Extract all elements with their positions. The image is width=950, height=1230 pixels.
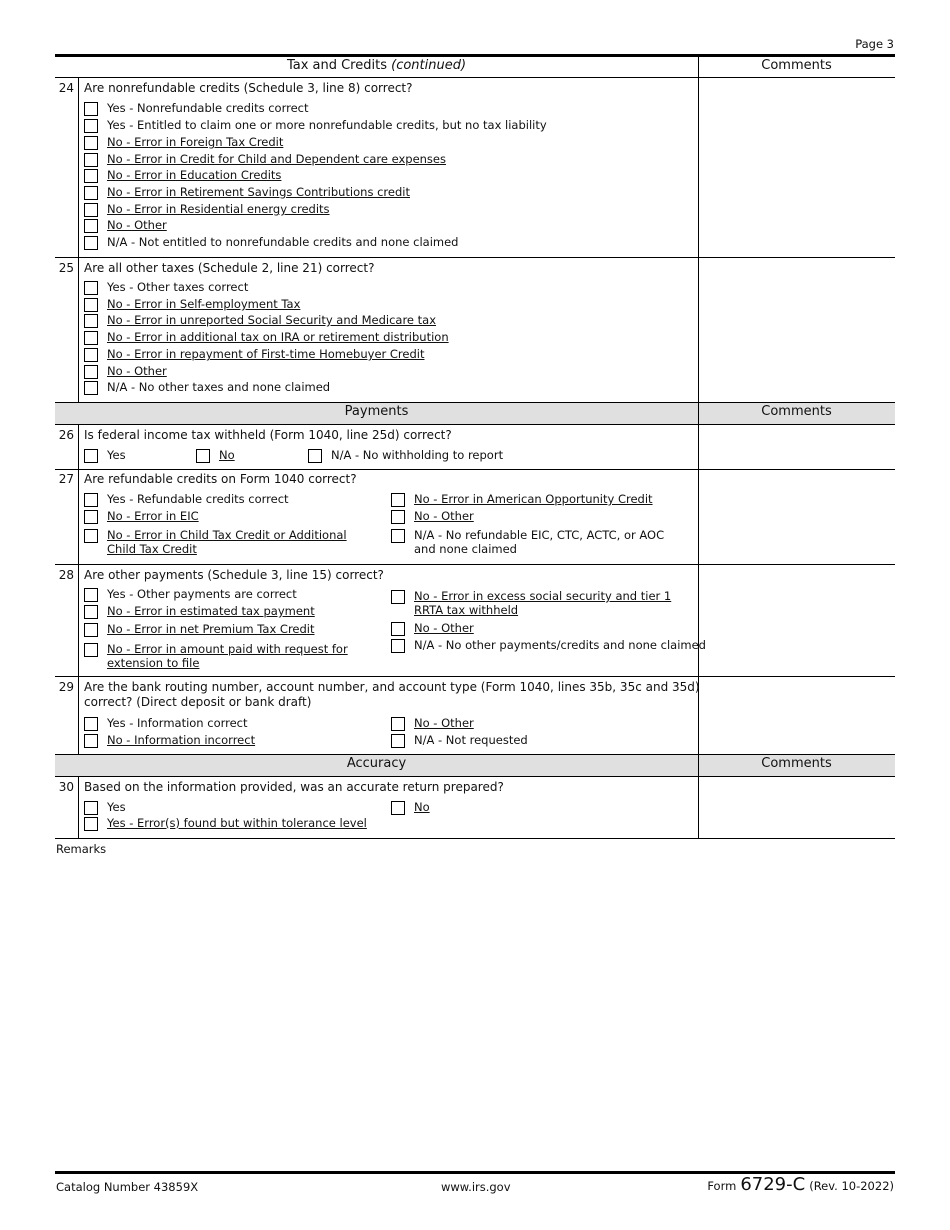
checkbox[interactable] [391,529,405,543]
q24-option-3[interactable]: No - Error in Foreign Tax Credit [84,135,283,150]
q25-option-2[interactable]: No - Error in Self-employment Tax [84,297,300,312]
checkbox[interactable] [391,590,405,604]
checkbox[interactable] [84,236,98,250]
comments-divider [698,57,699,838]
checkbox[interactable] [84,203,98,217]
checkbox[interactable] [84,331,98,345]
q27-option-2[interactable]: No - Error in EIC [84,509,199,524]
checkbox[interactable] [84,314,98,328]
section-title-payments: Payments [344,404,409,419]
question-number: 28 [58,568,74,582]
q29-option-1[interactable]: Yes - Information correct [84,716,248,731]
checkbox[interactable] [84,605,98,619]
q28-option-6[interactable]: No - Other [391,621,474,636]
q27-option-3[interactable]: No - Error in Child Tax Credit or Additional Child Tax Credit [84,528,379,556]
checkbox[interactable] [196,449,210,463]
form-revision: (Rev. 10-2022) [809,1179,894,1193]
checkbox[interactable] [391,622,405,636]
section-title-suffix: (continued) [391,58,467,73]
checkbox[interactable] [84,643,98,657]
remarks-label: Remarks [56,842,107,856]
checkbox[interactable] [391,493,405,507]
checkbox[interactable] [84,169,98,183]
q25-option-3[interactable]: No - Error in unreported Social Security and Medicare tax [84,313,436,328]
section-title-text: Tax and Credits [286,58,387,73]
checkbox[interactable] [84,381,98,395]
q29-option-4[interactable]: N/A - Not requested [391,733,528,748]
page-number: Page 3 [855,37,894,51]
checkbox[interactable] [308,449,322,463]
question-text-28: Are other payments (Schedule 3, line 15) correct? [84,568,384,582]
checkbox[interactable] [391,717,405,731]
question-text-29-line2: correct? (Direct deposit or bank draft) [84,695,312,709]
question-text-29-line1: Are the bank routing number, account number, and account type (Form 1040, lines 35b, 35c and 35d) [84,680,700,694]
q27-option-6[interactable]: N/A - No refundable EIC, CTC, ACTC, or AOC and none claimed [391,528,681,556]
catalog-number: Catalog Number 43859X [56,1180,199,1194]
q28-option-1[interactable]: Yes - Other payments are correct [84,587,297,602]
comments-header-2: Comments [761,404,832,419]
checkbox[interactable] [84,348,98,362]
question-number: 30 [58,780,74,794]
checkbox[interactable] [84,623,98,637]
question-number: 26 [58,428,74,442]
checkbox[interactable] [84,493,98,507]
q28-option-3[interactable]: No - Error in net Premium Tax Credit [84,622,315,637]
q25-option-7[interactable]: N/A - No other taxes and none claimed [84,380,330,395]
checkbox[interactable] [84,281,98,295]
question-text-24: Are nonrefundable credits (Schedule 3, line 8) correct? [84,81,413,95]
form-number: 6729-C [740,1174,806,1195]
question-number: 27 [58,472,74,486]
q26-option-na[interactable]: N/A - No withholding to report [308,448,503,463]
checkbox[interactable] [391,801,405,815]
q30-option-no[interactable]: No [391,800,430,815]
q24-option-6[interactable]: No - Error in Retirement Savings Contributions credit [84,185,410,200]
checkbox[interactable] [84,298,98,312]
q30-option-yes-tolerance[interactable]: Yes - Error(s) found but within tolerance level [84,816,367,831]
question-number: 25 [58,261,74,275]
question-number: 24 [58,81,74,95]
question-text-25: Are all other taxes (Schedule 2, line 21) correct? [84,261,375,275]
q27-option-1[interactable]: Yes - Refundable credits correct [84,492,289,507]
q27-option-4[interactable]: No - Error in American Opportunity Credit [391,492,653,507]
question-text-30: Based on the information provided, was an accurate return prepared? [84,780,504,794]
question-text-27: Are refundable credits on Form 1040 correct? [84,472,357,486]
checkbox[interactable] [84,102,98,116]
form-prefix: Form [707,1179,737,1193]
q29-option-3[interactable]: No - Other [391,716,474,731]
q24-option-2[interactable]: Yes - Entitled to claim one or more nonrefundable credits, but no tax liability [84,118,547,133]
q26-option-yes[interactable]: Yes [84,448,126,463]
q24-option-8[interactable]: No - Other [84,218,167,233]
q28-option-7[interactable]: N/A - No other payments/credits and none claimed [391,638,706,653]
q25-option-4[interactable]: No - Error in additional tax on IRA or retirement distribution [84,330,449,345]
q25-option-6[interactable]: No - Other [84,364,167,379]
q24-option-4[interactable]: No - Error in Credit for Child and Dependent care expenses [84,152,446,167]
website: www.irs.gov [441,1180,511,1194]
q27-option-5[interactable]: No - Other [391,509,474,524]
checkbox[interactable] [391,734,405,748]
section-title-tax-credits [55,58,698,73]
checkbox[interactable] [84,529,98,543]
comments-header-1: Comments [761,58,832,73]
checkbox[interactable] [84,186,98,200]
question-text-26: Is federal income tax withheld (Form 1040, line 25d) correct? [84,428,452,442]
comments-header-3: Comments [761,756,832,771]
q25-option-5[interactable]: No - Error in repayment of First-time Homebuyer Credit [84,347,425,362]
checkbox[interactable] [84,717,98,731]
q24-option-7[interactable]: No - Error in Residential energy credits [84,202,330,217]
checkbox[interactable] [84,449,98,463]
checkbox[interactable] [84,153,98,167]
q24-option-1[interactable]: Yes - Nonrefundable credits correct [84,101,309,116]
q28-option-4[interactable]: No - Error in amount paid with request for extension to file [84,642,364,670]
q28-option-5[interactable]: No - Error in excess social security and tier 1 RRTA tax withheld [391,589,681,617]
form-id [707,1174,894,1195]
q30-option-yes[interactable]: Yes [84,800,126,815]
checkbox[interactable] [84,365,98,379]
q29-option-2[interactable]: No - Information incorrect [84,733,255,748]
checkbox[interactable] [84,588,98,602]
question-number: 29 [58,680,74,694]
checkbox[interactable] [84,510,98,524]
q28-option-2[interactable]: No - Error in estimated tax payment [84,604,315,619]
checkbox[interactable] [391,639,405,653]
q26-option-no[interactable]: No [196,448,235,463]
checkbox[interactable] [84,219,98,233]
checkbox[interactable] [84,734,98,748]
remarks-area[interactable] [55,858,895,1168]
q24-option-9[interactable]: N/A - Not entitled to nonrefundable credits and none claimed [84,235,458,250]
checkbox[interactable] [84,136,98,150]
checkbox[interactable] [391,510,405,524]
section-title-accuracy: Accuracy [346,756,407,771]
checkbox[interactable] [84,817,98,831]
q24-option-5[interactable]: No - Error in Education Credits [84,168,281,183]
checkbox[interactable] [84,119,98,133]
q25-option-1[interactable]: Yes - Other taxes correct [84,280,248,295]
checkbox[interactable] [84,801,98,815]
